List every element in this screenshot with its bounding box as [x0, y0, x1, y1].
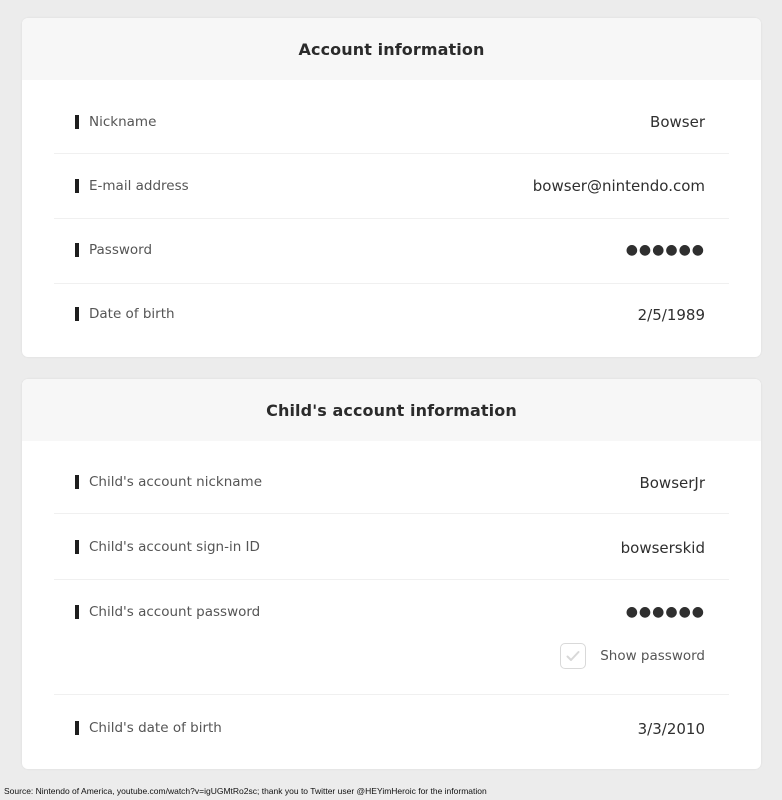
source-caption: Source: Nintendo of America, youtube.com/watch?v=igUGMtRo2sc; thank you to Twitter user @HEYimHeroic for the information [4, 786, 487, 796]
child-nickname-label: Child's account nickname [89, 474, 262, 490]
label-marker-icon [75, 540, 79, 554]
account-information-title: Account information [22, 18, 761, 80]
show-password-checkbox[interactable] [560, 643, 586, 669]
child-nickname-value: BowserJr [639, 474, 705, 492]
child-date-of-birth-value: 3/3/2010 [637, 720, 705, 738]
label-marker-icon [75, 243, 79, 257]
password-value: ●●●●●● [625, 242, 705, 258]
email-label: E-mail address [89, 178, 189, 194]
label-marker-icon [75, 115, 79, 129]
child-date-of-birth-label: Child's date of birth [89, 720, 222, 736]
child-sign-in-id-value: bowserskid [620, 539, 705, 557]
label-marker-icon [75, 721, 79, 735]
child-password-value: ●●●●●● [625, 604, 705, 620]
date-of-birth-label: Date of birth [89, 306, 175, 322]
date-of-birth-row [54, 284, 729, 354]
child-sign-in-id-row [54, 514, 729, 580]
account-information-card [22, 18, 761, 357]
child-account-information-title: Child's account information [22, 379, 761, 441]
email-value: bowser@nintendo.com [532, 177, 705, 195]
password-label: Password [89, 242, 153, 258]
label-marker-icon [75, 475, 79, 489]
label-marker-icon [75, 179, 79, 193]
child-date-of-birth-row [54, 695, 729, 769]
show-password-label[interactable]: Show password [600, 648, 705, 664]
child-password-row [54, 580, 729, 695]
label-marker-icon [75, 605, 79, 619]
nickname-row [54, 80, 729, 154]
email-row [54, 154, 729, 219]
child-password-label: Child's account password [89, 604, 261, 620]
password-row [54, 219, 729, 284]
child-account-information-card [22, 379, 761, 769]
child-nickname-row [54, 441, 729, 514]
date-of-birth-value: 2/5/1989 [637, 306, 705, 324]
child-sign-in-id-label: Child's account sign-in ID [89, 539, 260, 555]
checkmark-icon [566, 650, 580, 662]
nickname-label: Nickname [89, 114, 157, 130]
label-marker-icon [75, 307, 79, 321]
nickname-value: Bowser [650, 113, 705, 131]
show-password-toggle[interactable] [560, 643, 705, 669]
